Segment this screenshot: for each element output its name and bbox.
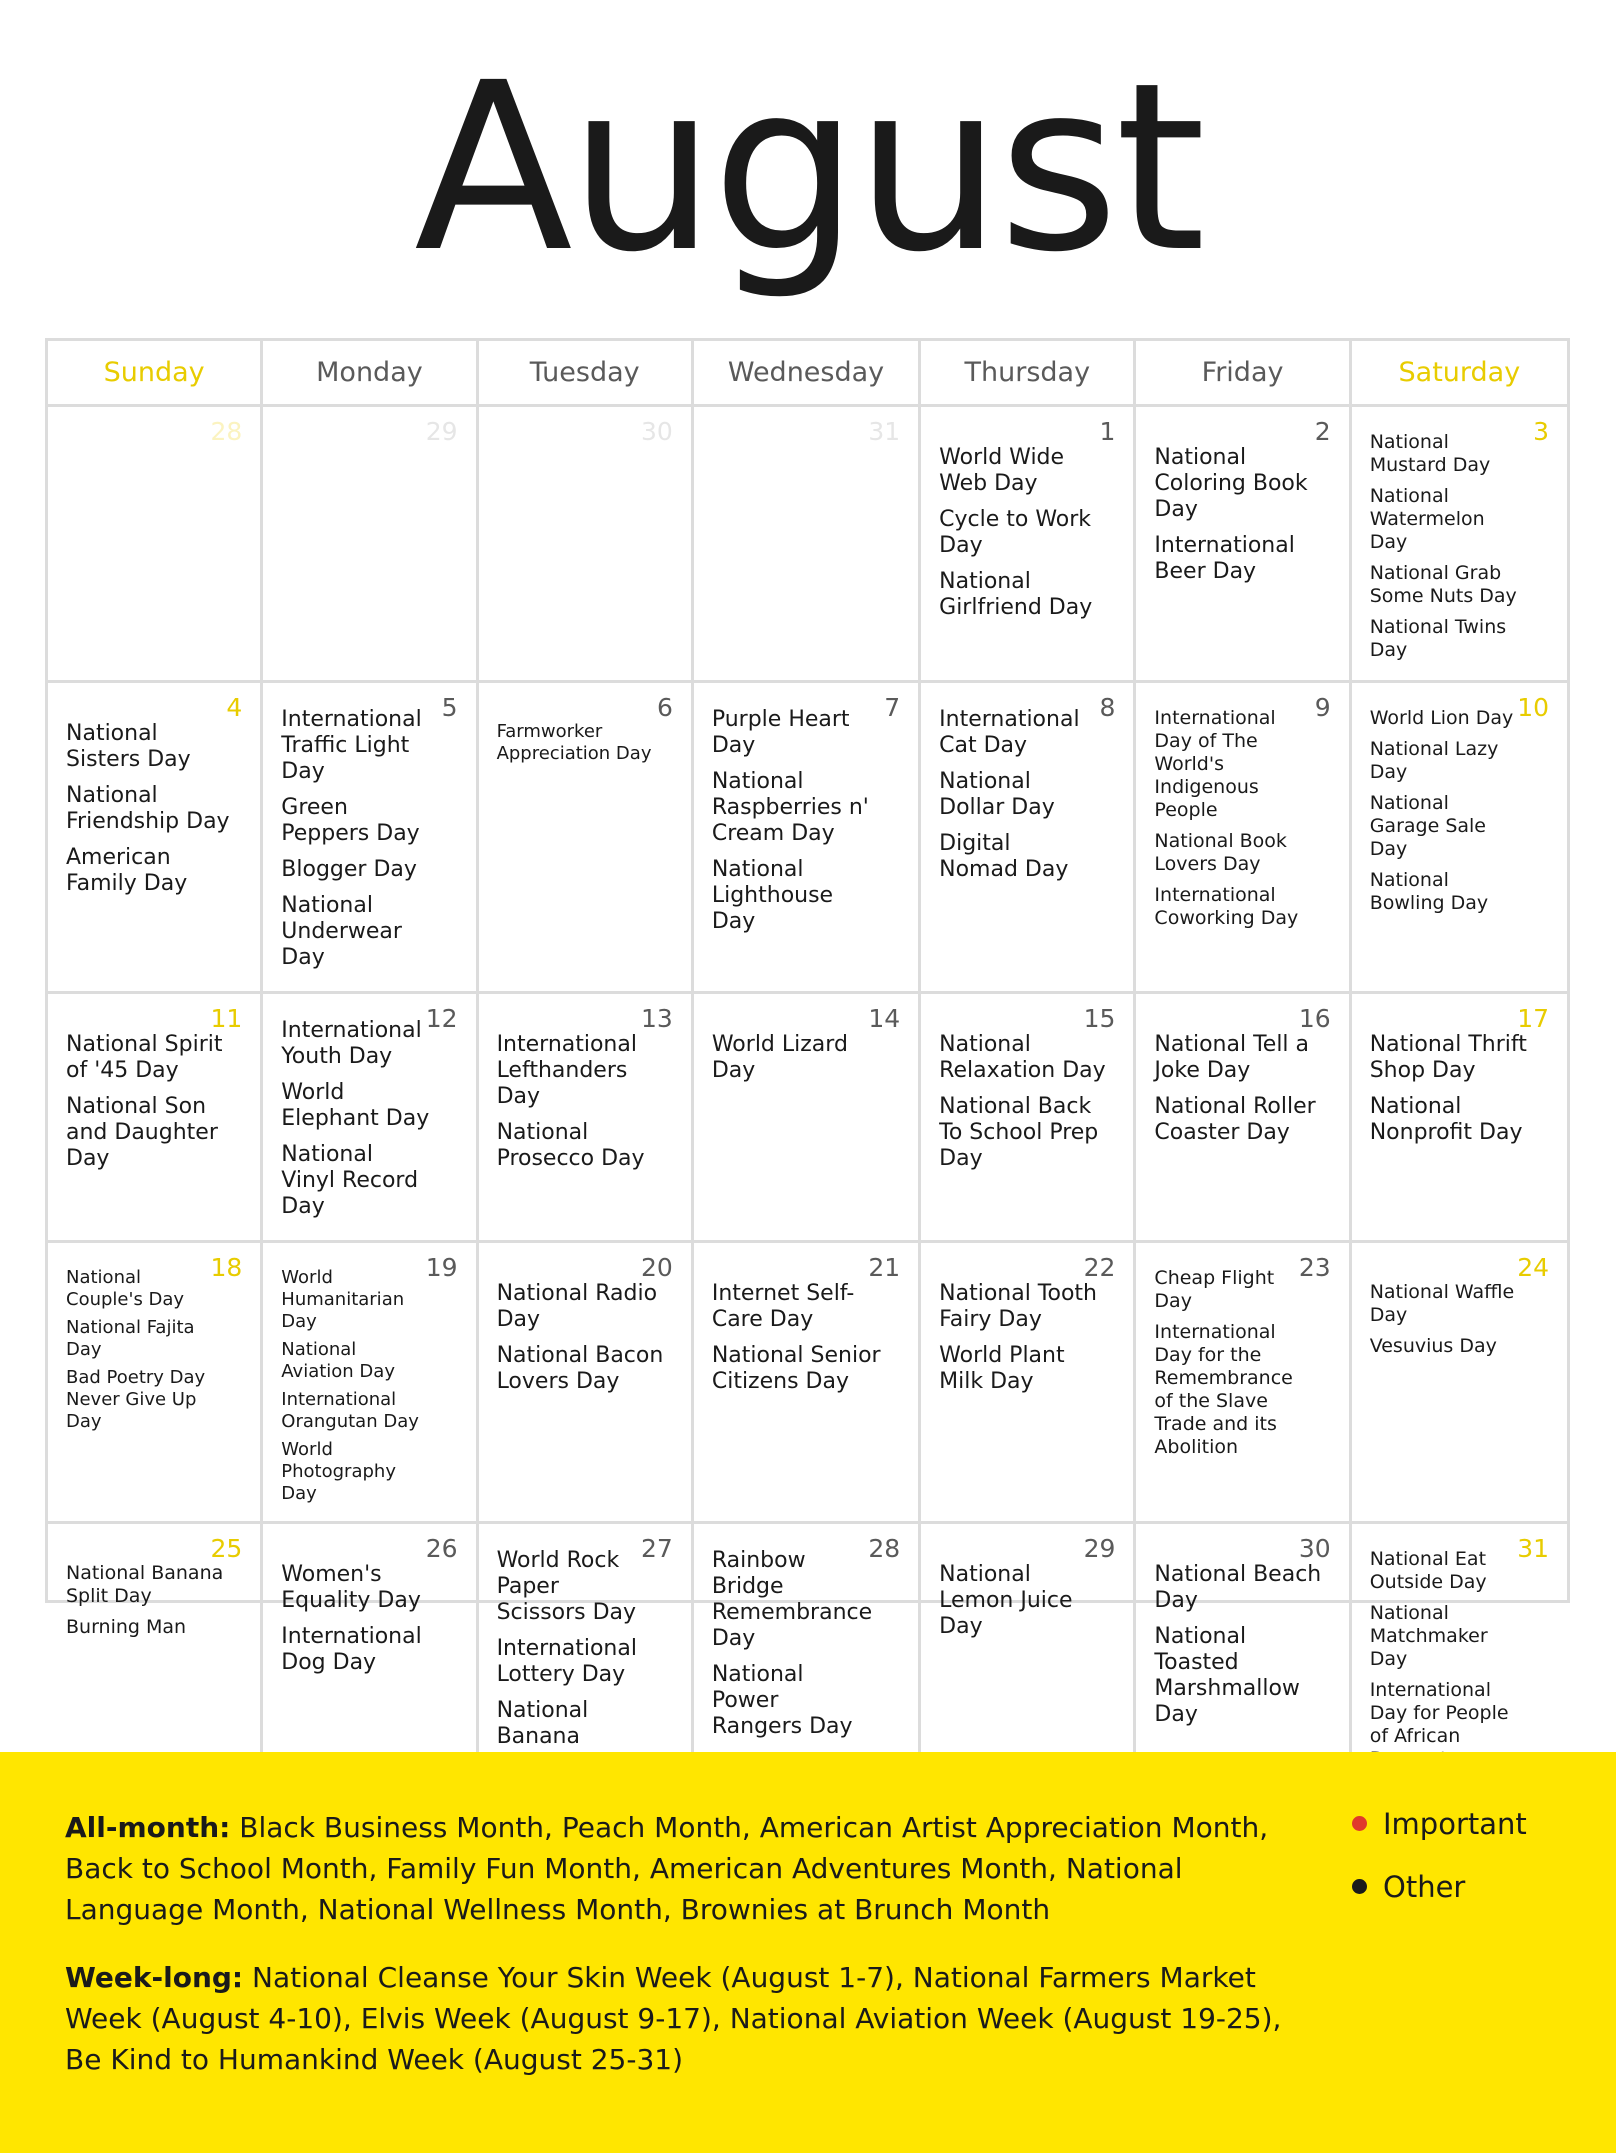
event-item: International Day of The World's Indigenous People (1154, 707, 1276, 821)
event-item: National Roller Coaster Day (1154, 1094, 1316, 1145)
page-title: August (414, 33, 1202, 303)
event-item: National Coloring Book Day (1154, 445, 1308, 522)
calendar-grid (45, 338, 1570, 1749)
event-item: National Twins Day (1369, 616, 1507, 661)
event-list (1370, 431, 1549, 662)
event-item: National Banana (496, 1698, 589, 1749)
day-number: 30 (641, 417, 673, 446)
day-number: 18 (210, 1253, 243, 1282)
event-item: National Vinyl Record Day (281, 1142, 419, 1219)
event-item: National Prosecco Day (496, 1120, 645, 1171)
event-item: World Lizard Day (711, 1032, 848, 1083)
day-cell (48, 994, 263, 1243)
event-item: National Bowling Day (1369, 869, 1489, 914)
event-item: National Back To School Prep Day (939, 1094, 1099, 1171)
legend-other (1352, 1870, 1465, 1904)
event-item: Farmworker Appreciation Day (496, 721, 652, 764)
day-number: 4 (226, 693, 243, 722)
day-number: 11 (210, 1004, 243, 1033)
day-number: 9 (1314, 693, 1331, 722)
event-item: National Raspberries n' Cream Day (711, 769, 869, 846)
event-item: National Thrift Shop Day (1369, 1032, 1527, 1083)
weekday-header: Saturday (1352, 341, 1567, 407)
event-list (1154, 1267, 1330, 1459)
day-number: 19 (425, 1253, 458, 1282)
event-list (497, 1548, 673, 1776)
day-number: 28 (868, 1534, 901, 1563)
day-cell (1136, 994, 1351, 1243)
day-cell (263, 407, 478, 683)
event-item: National Book Lovers Day (1154, 830, 1287, 875)
day-cell (921, 994, 1136, 1243)
day-number: 14 (868, 1004, 901, 1033)
day-number: 16 (1298, 1004, 1331, 1033)
event-item: Cycle to Work Day (939, 507, 1092, 558)
weekday-header: Friday (1136, 341, 1351, 407)
day-number: 6 (656, 693, 673, 722)
event-item: National Radio Day (496, 1281, 658, 1332)
event-item: International Youth Day (281, 1018, 422, 1069)
event-item: Cheap Flight Day (1154, 1267, 1275, 1312)
event-list (1370, 1032, 1549, 1146)
day-cell (921, 407, 1136, 683)
day-number: 31 (1517, 1534, 1549, 1563)
event-item: World Wide Web Day (939, 445, 1065, 496)
event-item: World Humanitarian Day (281, 1267, 405, 1332)
day-cell (694, 407, 921, 683)
day-cell (479, 1243, 694, 1524)
day-number: 7 (884, 693, 901, 722)
day-number: 24 (1517, 1253, 1549, 1282)
day-number: 29 (425, 417, 458, 446)
day-number: 12 (425, 1004, 458, 1033)
event-item: National Bacon Lovers Day (496, 1343, 664, 1394)
event-list (66, 1267, 242, 1433)
event-item: National Senior Citizens Day (711, 1343, 881, 1394)
weekday-header: Wednesday (694, 341, 921, 407)
event-item: National Lighthouse Day (711, 857, 834, 934)
event-item: National Lazy Day (1369, 738, 1499, 783)
event-item: National Tooth Fairy Day (939, 1281, 1097, 1332)
day-number: 15 (1083, 1004, 1116, 1033)
event-item: Vesuvius Day (1369, 1335, 1497, 1357)
event-item: World Elephant Day (281, 1080, 430, 1131)
day-cell (694, 683, 921, 994)
day-cell (479, 994, 694, 1243)
event-item: Blogger Day (281, 857, 417, 882)
event-item: American Family Day (66, 845, 188, 896)
weekday-header: Monday (263, 341, 478, 407)
event-item: National Banana Split Day (66, 1562, 224, 1607)
event-list (939, 707, 1115, 883)
event-item: National Dollar Day (939, 769, 1055, 820)
day-number: 25 (210, 1534, 243, 1563)
event-item: International Orangutan Day (281, 1389, 419, 1432)
event-list (66, 1032, 242, 1172)
event-item: Burning Man (66, 1616, 187, 1638)
event-item: World Plant Milk Day (939, 1343, 1065, 1394)
day-cell (1136, 407, 1351, 683)
event-item: Women's Equality Day (281, 1562, 421, 1613)
event-item: National Power Rangers Day (711, 1662, 853, 1739)
event-item: Purple Heart Day (711, 707, 850, 758)
event-list (939, 1281, 1115, 1395)
event-list (1370, 707, 1549, 915)
legend-important (1352, 1807, 1527, 1841)
day-cell (1352, 407, 1567, 683)
day-cell (694, 1243, 921, 1524)
event-item: International Dog Day (281, 1624, 422, 1675)
day-cell (1352, 1243, 1567, 1524)
event-list (497, 1281, 673, 1395)
legend-label: Important (1383, 1807, 1527, 1841)
event-list (712, 1548, 900, 1740)
day-cell (479, 407, 694, 683)
event-list (939, 1562, 1115, 1640)
event-list (281, 707, 457, 971)
day-cell (1136, 1243, 1351, 1524)
event-item: National Girlfriend Day (939, 569, 1093, 620)
event-list (66, 1562, 242, 1639)
day-cell (1352, 994, 1567, 1243)
all-month-note (65, 1807, 1315, 1930)
event-item: International Coworking Day (1154, 884, 1299, 929)
event-item: International Day for People of African (1369, 1679, 1509, 1747)
day-cell (48, 683, 263, 994)
event-item: National Couple's Day (66, 1267, 185, 1310)
event-item: National Spirit of '45 Day (66, 1032, 223, 1083)
event-item: National Nonprofit Day (1369, 1094, 1523, 1145)
day-cell (1352, 683, 1567, 994)
day-number: 13 (641, 1004, 673, 1033)
event-item: International Traffic Light Day (281, 707, 422, 784)
day-number: 10 (1517, 693, 1549, 722)
week-long-text: National Cleanse Your Skin Week (August 1-7), National Farmers Market Week (August 4-10), Elvis Week (August 9-17), National Aviation Week (August 19-25), Be Kind to Humankind Week (August 25-31) (65, 1961, 1282, 2076)
event-item: Internet Self-Care Day (711, 1281, 855, 1332)
footer-panel (0, 1752, 1616, 2153)
day-cell (263, 994, 478, 1243)
event-item: International Cat Day (939, 707, 1080, 758)
event-list (66, 721, 242, 897)
event-list (1154, 1032, 1330, 1146)
day-number: 5 (441, 693, 458, 722)
event-item: National Friendship Day (66, 783, 230, 834)
day-number: 22 (1083, 1253, 1116, 1282)
weekday-header: Sunday (48, 341, 263, 407)
event-list (712, 1281, 900, 1395)
event-list (1154, 707, 1330, 930)
event-item: National Toasted Marshmallow Day (1154, 1624, 1300, 1727)
event-item: National Mustard Day (1369, 431, 1491, 476)
day-cell (263, 1243, 478, 1524)
day-number: 17 (1517, 1004, 1549, 1033)
event-item: World Rock Paper Scissors Day (496, 1548, 637, 1625)
event-item: National Lemon Juice Day (939, 1562, 1073, 1639)
event-item: International Lefthanders Day (496, 1032, 637, 1109)
all-month-text: Black Business Month, Peach Month, American Artist Appreciation Month, Back to School Month, Family Fun Month, American Adventures Month, National Language Month, National Wellness Month, Brownies at Brunch Month (65, 1811, 1269, 1926)
red-dot-icon (1352, 1816, 1367, 1831)
day-number: 28 (210, 417, 243, 446)
weekday-header: Thursday (921, 341, 1136, 407)
event-list (1154, 1562, 1330, 1728)
event-item: World Lion Day (1369, 707, 1514, 729)
day-number: 27 (641, 1534, 673, 1563)
day-number: 3 (1533, 417, 1549, 446)
day-number: 20 (641, 1253, 673, 1282)
week-long-note (65, 1957, 1315, 2080)
event-item: National Garage Sale Day (1369, 792, 1486, 860)
event-item: World Photography Day (281, 1439, 396, 1504)
event-item: National Aviation Day (281, 1339, 395, 1382)
event-item: Green Peppers Day (281, 795, 420, 846)
day-cell (921, 1243, 1136, 1524)
day-cell (479, 683, 694, 994)
day-number: 30 (1298, 1534, 1331, 1563)
day-number: 2 (1314, 417, 1331, 446)
event-item: National Sisters Day (66, 721, 191, 772)
day-cell (694, 994, 921, 1243)
day-number: 29 (1083, 1534, 1116, 1563)
event-list (497, 1032, 673, 1172)
event-list (281, 1018, 457, 1220)
event-item: National Eat Outside Day (1369, 1548, 1487, 1593)
day-cell (48, 1243, 263, 1524)
event-item: National Matchmaker Day (1369, 1602, 1488, 1670)
event-list (281, 1562, 457, 1676)
event-item: National Relaxation Day (939, 1032, 1106, 1083)
event-item: National Watermelon Day (1369, 485, 1485, 553)
event-list (497, 721, 673, 765)
event-item: International Day for the Remembrance of the Slave Trade and its Abolition (1154, 1321, 1293, 1458)
event-list (712, 707, 900, 935)
all-month-label: All-month: (65, 1811, 231, 1844)
event-list (712, 1032, 900, 1084)
event-list (1370, 1548, 1549, 1771)
event-item: Digital Nomad Day (939, 831, 1069, 882)
day-cell (1136, 683, 1351, 994)
event-list (939, 445, 1115, 621)
day-cell (263, 683, 478, 994)
event-item: National Fajita Day (66, 1317, 195, 1360)
event-item: International Lottery Day (496, 1636, 637, 1687)
event-list (1370, 1281, 1549, 1358)
day-number: 8 (1099, 693, 1116, 722)
event-item: Bad Poetry Day Never Give Up Day (66, 1367, 206, 1432)
legend-label: Other (1383, 1870, 1466, 1904)
black-dot-icon (1352, 1879, 1367, 1894)
day-cell (921, 683, 1136, 994)
event-item: National Tell a Joke Day (1154, 1032, 1310, 1083)
event-list (1154, 445, 1330, 585)
event-list (939, 1032, 1115, 1172)
day-number: 23 (1298, 1253, 1331, 1282)
day-cell (48, 407, 263, 683)
event-item: National Beach Day (1154, 1562, 1322, 1613)
event-item: National Son and Daughter Day (66, 1094, 218, 1171)
day-number: 26 (425, 1534, 458, 1563)
day-number: 31 (868, 417, 901, 446)
event-list (281, 1267, 457, 1505)
day-number: 21 (868, 1253, 901, 1282)
event-item: National Waffle Day (1369, 1281, 1515, 1326)
weekday-header: Tuesday (479, 341, 694, 407)
event-item: National Underwear Day (281, 893, 402, 970)
week-long-label: Week-long: (65, 1961, 244, 1994)
day-number: 1 (1099, 417, 1116, 446)
event-item: National Grab Some Nuts Day (1369, 562, 1517, 607)
event-item: Rainbow Bridge Remembrance Day (711, 1548, 873, 1651)
event-item: International Beer Day (1154, 533, 1295, 584)
